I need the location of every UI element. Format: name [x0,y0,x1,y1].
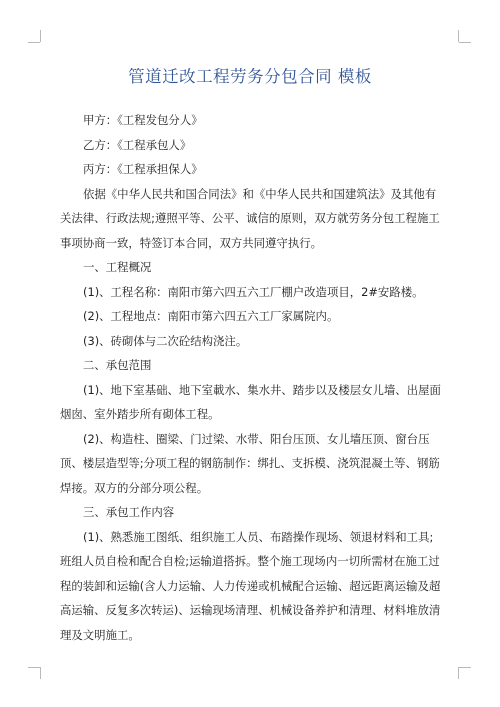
crop-mark-top-right [458,30,459,42]
clause-paragraph: (2)、构造柱、圈梁、门过梁、水带、阳台压顶、女儿墙压顶、窗台压顶、楼层造型等;分项工程的钢筋制作：绑扎、支拆模、浇筑混凝土等、钢筋焊接。双方的分部分项公程。 [60,431,440,495]
preamble-paragraph: 依据《中华人民共和国合同法》和《中华人民共和国建筑法》及其他有关法律、行政法规;遵照平等、公平、诚信的原则，双方就劳务分包工程施工事项协商一致，特签订本合同，双方共同遵守执行。 [60,186,440,250]
crop-mark-bottom-right [459,667,471,668]
section-heading: 二、承包范围 [83,358,152,372]
crop-mark-top-right [459,42,471,43]
crop-mark-bottom-left [40,667,41,679]
clause-paragraph: (1)、工程名称：南阳市第六四五六工厂棚户改造项目，2#安路楼。 [83,284,424,299]
section-heading: 一、工程概况 [83,260,152,274]
crop-mark-top-left [40,30,41,42]
document-title: 管道迁改工程劳务分包合同 模板 [128,67,372,86]
crop-mark-bottom-left [28,667,40,668]
party-c-line: 丙方：《工程承担保人》 [83,162,203,176]
party-b-line: 乙方：《工程承包人》 [83,137,192,152]
clause-paragraph: (1)、地下室基础、地下室載水、集水井、踏步以及楼层女儿墙、出屋面烟囱、室外踏步所有砌体工程。 [60,382,441,421]
crop-mark-bottom-right [458,667,459,679]
document-body [60,108,442,647]
crop-mark-top-left [28,42,40,43]
section-heading: 三、承包工作内容 [83,505,175,519]
clause-paragraph: (3)、砖砌体与二次砼结构浇注。 [83,333,248,348]
clause-paragraph: (2)、工程地点：南阳市第六四五六工厂家属院内。 [83,309,339,323]
clause-paragraph: (1)、熟悉施工图纸、组织施工人员、布踏操作现场、领退材料和工具;班组人员自检和配合自检;运输道搭拆。整个施工现场内一切所需材在施工过程的装卸和运输(含人力运输、人力传递或机械配合运输、超远距离运输及超高运输、反复多次转运)、运输现场清理、机械设备养护和清理、材料堆放清理及文明施工。 [60,529,441,642]
party-a-line: 甲方：《工程发包分人》 [83,113,203,127]
